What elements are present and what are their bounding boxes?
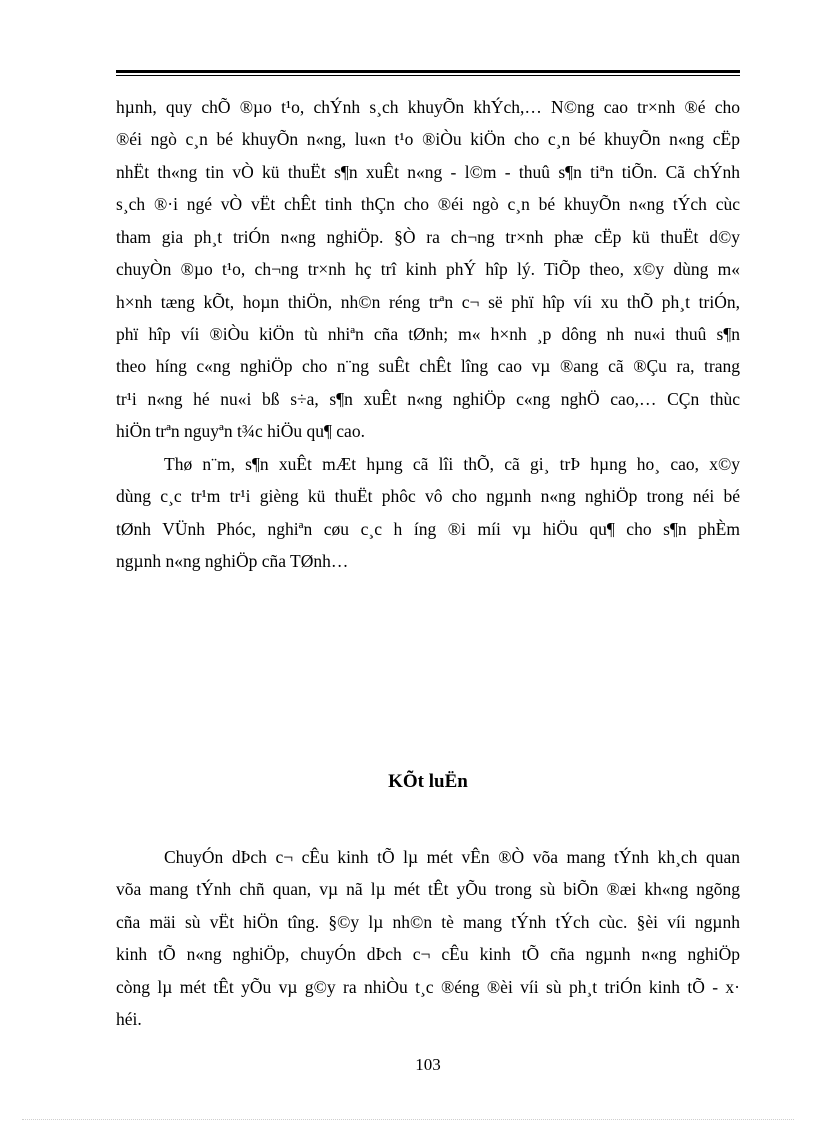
paragraph-line: hiÖn trªn nguyªn t¾c hiÖu qu¶ cao. xyxy=(116,421,365,441)
paragraph-line: s¸ch ®·i ngé vÒ vËt chÊt tinh thÇn cho ®éi ngò c¸n bé khuyÕn n«ng tÝch cùc xyxy=(116,194,740,214)
paragraph-line: còng lµ mét tÊt yÕu vµ g©y ra nhiÒu t¸c ®éng ®èi víi sù ph¸t triÓn kinh tÕ - x· xyxy=(116,977,740,997)
paragraph-line: héi. xyxy=(116,1009,142,1029)
paragraph-line: h×nh tæng kÕt, hoµn thiÖn, nh©n réng trªn c¬ së phï hîp víi xu thÕ ph¸t triÓn, xyxy=(116,292,740,312)
paragraph-line: ChuyÓn dÞch c¬ cÊu kinh tÕ lµ mét vÊn ®Ò võa mang tÝnh kh¸ch quan xyxy=(164,847,740,867)
page-number: 103 xyxy=(415,1055,441,1074)
paragraph-line: phï hîp víi ®iÒu kiÖn tù nhiªn cña tØnh; m« h×nh ¸p dông nh nu«i thuû s¶n xyxy=(116,324,740,344)
header-rule-thin xyxy=(116,75,740,76)
paragraph-line: ®éi ngò c¸n bé khuyÕn n«ng, lu«n t¹o ®iÒu kiÖn cho c¸n bé khuyÕn n«ng cËp xyxy=(116,129,740,149)
page-bottom-border xyxy=(22,1119,794,1120)
paragraph-line: Thø n¨m, s¶n xuÊt mÆt hµng cã lîi thÕ, cã gi¸ trÞ hµng ho¸ cao, x©y xyxy=(164,454,740,474)
paragraph-line: ngµnh n«ng nghiÖp cña TØnh… xyxy=(116,551,349,571)
paragraph-line: hµnh, quy chÕ ®µo t¹o, chÝnh s¸ch khuyÕn khÝch,… N©ng cao tr×nh ®é cho xyxy=(116,97,740,117)
header-rule-thick xyxy=(116,70,740,73)
paragraph-line: dùng c¸c tr¹m tr¹i gièng kü thuËt phôc vô cho ngµnh n«ng nghiÖp trong néi bé xyxy=(116,486,740,506)
paragraph-line: tr¹i n«ng hé nu«i bß s÷a, s¶n xuÊt n«ng nghiÖp c«ng nghÖ cao,… CÇn thùc xyxy=(116,389,740,409)
paragraph-line: tham gia ph¸t triÓn n«ng nghiÖp. §Ò ra ch¬ng tr×nh phæ cËp kü thuËt d©y xyxy=(116,227,740,247)
section-heading: KÕt luËn xyxy=(388,771,468,792)
paragraph-line: tØnh VÜnh Phóc, nghiªn cøu c¸c h íng ®i míi vµ hiÖu qu¶ cho s¶n phÈm xyxy=(116,519,740,539)
paragraph-line: nhËt th«ng tin vÒ kü thuËt s¶n xuÊt n«ng - l©m - thuû s¶n tiªn tiÕn. Cã chÝnh xyxy=(116,162,740,182)
paragraph-line: cña mäi sù vËt hiÖn tîng. §©y lµ nh©n tè mang tÝnh tÝch cùc. §èi víi ngµnh xyxy=(116,912,740,932)
paragraph-line: chuyÒn ®µo t¹o, ch¬ng tr×nh hç trî kinh phÝ hîp lý. TiÕp theo, x©y dùng m« xyxy=(116,259,740,279)
paragraph-line: võa mang tÝnh chñ quan, vµ nã lµ mét tÊt yÕu trong sù biÕn ®æi kh«ng ngõng xyxy=(116,879,740,899)
paragraph-line: theo híng c«ng nghiÖp cho n¨ng suÊt chÊt lîng cao vµ ®ang cã ®Çu ra, trang xyxy=(116,356,740,376)
paragraph-line: kinh tÕ n«ng nghiÖp, chuyÓn dÞch c¬ cÊu kinh tÕ cña ngµnh n«ng nghiÖp xyxy=(116,944,740,964)
